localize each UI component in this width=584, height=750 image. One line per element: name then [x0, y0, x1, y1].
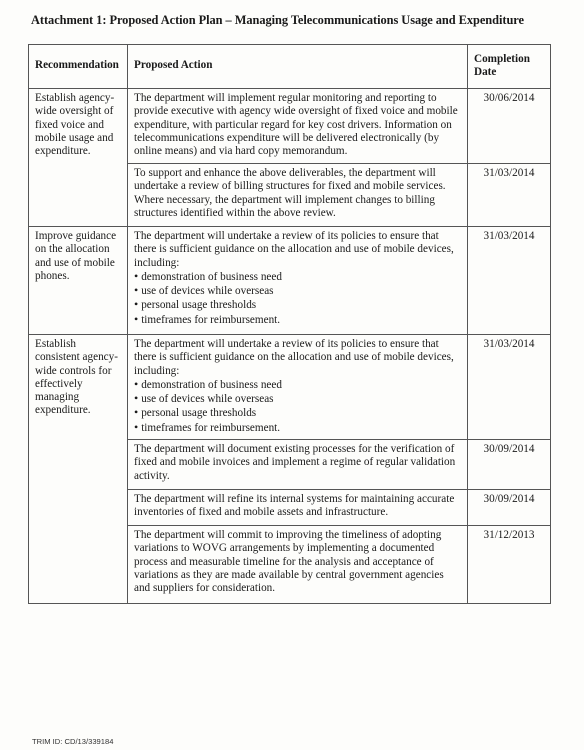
action-cell: The department will document existing processes for the verification of fixed and mobile invoices and implement a regime of regular validation activity. [128, 440, 468, 490]
header-proposed-action: Proposed Action [128, 45, 468, 89]
table-row [29, 335, 551, 440]
list-item: • personal usage thresholds [134, 406, 461, 420]
trim-id-footer: TRIM ID: CD/13/339184 [32, 737, 114, 746]
completion-date-cell: 30/06/2014 [468, 89, 551, 164]
bullet-list [134, 270, 461, 327]
list-item: • use of devices while overseas [134, 284, 461, 298]
table-row [29, 227, 551, 335]
action-text: The department will undertake a review of its policies to ensure that there is sufficient guidance on the allocation and use of mobile devices, including: [134, 230, 454, 269]
completion-date-cell: 31/03/2014 [468, 164, 551, 227]
action-cell: The department will refine its internal systems for maintaining accurate inventories of fixed and mobile assets and infrastructure. [128, 490, 468, 526]
completion-date-cell: 31/03/2014 [468, 227, 551, 335]
recommendation-cell: Improve guidance on the allocation and use of mobile phones. [29, 227, 128, 335]
header-completion-date: Completion Date [468, 45, 551, 89]
action-plan-table [28, 44, 551, 604]
header-recommendation: Recommendation [29, 45, 128, 89]
action-cell: The department will implement regular monitoring and reporting to provide executive with agency wide oversight of fixed voice and mobile expenditure, with particular regard for key cost drivers. Information on telecommunications expenditure will be delivered electronically (by online means) and via hard copy memorandum. [128, 89, 468, 164]
table-row [29, 89, 551, 164]
action-cell: The department will commit to improving the timeliness of adopting variations to WOVG arrangements by implementing a documented process and measurable timeline for the analysis and acceptance of variations as they are made available by central government agencies and suppliers for consideration. [128, 526, 468, 604]
list-item: • timeframes for reimbursement. [134, 421, 461, 435]
completion-date-cell: 30/09/2014 [468, 490, 551, 526]
completion-date-cell: 31/03/2014 [468, 335, 551, 440]
list-item: • timeframes for reimbursement. [134, 313, 461, 327]
action-cell [128, 335, 468, 440]
list-item: • personal usage thresholds [134, 298, 461, 312]
table-header-row [29, 45, 551, 89]
completion-date-cell: 31/12/2013 [468, 526, 551, 604]
action-text: The department will undertake a review of its policies to ensure that there is sufficient guidance on the allocation and use of mobile devices, including: [134, 338, 454, 377]
list-item: • demonstration of business need [134, 270, 461, 284]
action-cell: To support and enhance the above deliverables, the department will undertake a review of billing structures for fixed and mobile services. Where necessary, the department will implement changes to billing structures identified within the above review. [128, 164, 468, 227]
list-item: • use of devices while overseas [134, 392, 461, 406]
completion-date-cell: 30/09/2014 [468, 440, 551, 490]
recommendation-cell: Establish consistent agency-wide controls for effectively managing expenditure. [29, 335, 128, 604]
recommendation-cell: Establish agency-wide oversight of fixed voice and mobile usage and expenditure. [29, 89, 128, 227]
document-title: Attachment 1: Proposed Action Plan – Managing Telecommunications Usage and Expenditure [31, 13, 524, 27]
bullet-list [134, 378, 461, 435]
action-cell [128, 227, 468, 335]
list-item: • demonstration of business need [134, 378, 461, 392]
